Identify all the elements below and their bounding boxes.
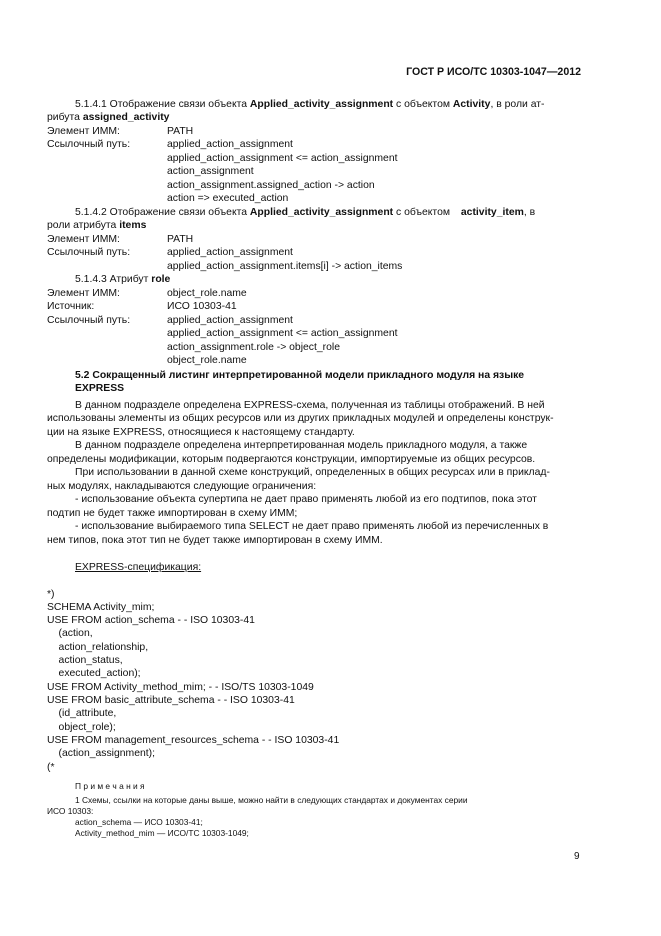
reference-path-line: applied_action_assignment <= action_assignment xyxy=(167,153,398,164)
paragraph-line: определены модификации, которым подвергаются конструкции, импортируемые из общих ресурсов. xyxy=(47,454,536,465)
mapping-elem-label: Элемент ИММ: xyxy=(47,126,120,137)
code-line: *) xyxy=(47,589,55,600)
reference-path-line: applied_action_assignment xyxy=(167,247,293,258)
mapping-ref-label: Ссылочный путь: xyxy=(47,139,131,150)
code-line: SCHEMA Activity_mim; xyxy=(47,602,155,613)
code-line: USE FROM management_resources_schema - - ISO 10303-41 xyxy=(47,735,340,746)
express-spec-label: EXPRESS-спецификация: xyxy=(75,562,202,573)
reference-path-line: action_assignment.role -> object_role xyxy=(167,342,340,353)
mapping-src-value: ИСО 10303-41 xyxy=(167,301,237,312)
mapping-elem-value: object_role.name xyxy=(167,288,247,299)
note-line: 1 Схемы, ссылки на которые даны выше, можно найти в следующих стандартах и документах серии xyxy=(75,795,468,805)
code-line: USE FROM action_schema - - ISO 10303-41 xyxy=(47,615,255,626)
heading-text: , в xyxy=(523,207,536,218)
mapping-ref-label: Ссылочный путь: xyxy=(47,315,131,326)
paragraph-line: В данном подразделе определена EXPRESS-схема, полученная из таблицы отображений. В ней xyxy=(75,400,545,411)
section-5142-heading xyxy=(75,206,581,220)
code-line: (* xyxy=(47,762,55,773)
heading-text: 5.1.4.2 Отображение связи объекта xyxy=(75,207,250,218)
code-line: object_role); xyxy=(47,722,116,733)
entity-name: activity_item xyxy=(460,207,524,218)
mapping-elem-value: PATH xyxy=(167,234,194,245)
attribute-name: assigned_activity xyxy=(82,112,170,123)
section-5142-heading-cont xyxy=(47,219,146,233)
paragraph-line: ных модулях, накладываются следующие ограничения: xyxy=(47,481,317,492)
mapping-elem-label: Элемент ИММ: xyxy=(47,234,120,245)
reference-path-line: action => executed_action xyxy=(167,193,289,204)
heading-text: 5.1.4.1 Отображение связи объекта xyxy=(75,99,250,110)
note-line: ИСО 10303: xyxy=(47,806,94,816)
note-title: П р и м е ч а н и я xyxy=(75,781,145,791)
paragraph-line: В данном подразделе определена интерпретированная модель прикладного модуля, а также xyxy=(75,440,528,451)
reference-path-line: applied_action_assignment xyxy=(167,315,293,326)
mapping-src-label: Источник: xyxy=(47,301,95,312)
reference-path-line: applied_action_assignment xyxy=(167,139,293,150)
paragraph-line: ции на языке EXPRESS, относящиеся к настоящему стандарту. xyxy=(47,427,355,438)
mapping-elem-value: PATH xyxy=(167,126,194,137)
paragraph-line: подтип не будет также импортирован в схему ИММ; xyxy=(47,508,298,519)
note-line: Activity_method_mim — ИСО/ТС 10303-1049; xyxy=(75,828,249,838)
mapping-elem-label: Элемент ИММ: xyxy=(47,288,120,299)
attribute-name: role xyxy=(151,274,171,285)
attribute-name: items xyxy=(119,220,147,231)
section-52-heading-cont: EXPRESS xyxy=(75,383,125,394)
paragraph-line: При использовании в данной схеме конструкций, определенных в общих ресурсах или в приклад- xyxy=(75,467,550,478)
reference-path-line: applied_action_assignment.items[i] -> action_items xyxy=(167,261,403,272)
code-line: USE FROM basic_attribute_schema - - ISO 10303-41 xyxy=(47,695,295,706)
heading-text: , в роли ат- xyxy=(490,99,545,110)
code-line: (action, xyxy=(47,628,93,639)
entity-name: Applied_activity_assignment xyxy=(249,207,394,218)
entity-name: Activity xyxy=(452,99,491,110)
code-line: action_status, xyxy=(47,655,123,666)
reference-path-line: action_assignment xyxy=(167,166,254,177)
section-5141-heading-cont xyxy=(47,111,169,125)
section-52-heading: 5.2 Сокращенный листинг интерпретированной модели прикладного модуля на языке xyxy=(75,370,525,381)
entity-name: Applied_activity_assignment xyxy=(249,99,394,110)
reference-path-line: applied_action_assignment <= action_assignment xyxy=(167,328,398,339)
code-line: executed_action); xyxy=(47,668,141,679)
section-5143-heading xyxy=(75,273,170,287)
code-line: USE FROM Activity_method_mim; - - ISO/TS 10303-1049 xyxy=(47,682,314,693)
code-line: action_relationship, xyxy=(47,642,149,653)
document-header: ГОСТ Р ИСО/ТС 10303-1047—2012 xyxy=(406,66,581,78)
heading-text: рибута xyxy=(47,112,83,123)
code-line: (id_attribute, xyxy=(47,708,117,719)
heading-text: с объектом xyxy=(393,99,453,110)
reference-path-line: object_role.name xyxy=(167,355,247,366)
paragraph-line: использованы элементы из общих ресурсов или из других прикладных модулей и определены конструк- xyxy=(47,413,554,424)
paragraph-line: нем типов, пока этот тип не будет также импортирован в схему ИММ. xyxy=(47,535,383,546)
section-5141-heading xyxy=(75,98,581,112)
code-line: (action_assignment); xyxy=(47,748,155,759)
paragraph-line: - использование объекта супертипа не дает право применять любой из его подтипов, пока этот xyxy=(75,494,537,505)
mapping-ref-label: Ссылочный путь: xyxy=(47,247,131,258)
reference-path-line: action_assignment.assigned_action -> action xyxy=(167,180,375,191)
heading-text: 5.1.4.3 Атрибут xyxy=(75,274,152,285)
heading-text: с объектом xyxy=(393,207,453,218)
note-line: action_schema — ИСО 10303-41; xyxy=(75,817,203,827)
heading-text: роли атрибута xyxy=(47,220,120,231)
paragraph-line: - использование выбираемого типа SELECT не дает право применять любой из перечисленных в xyxy=(75,521,549,532)
page-number: 9 xyxy=(574,851,580,862)
